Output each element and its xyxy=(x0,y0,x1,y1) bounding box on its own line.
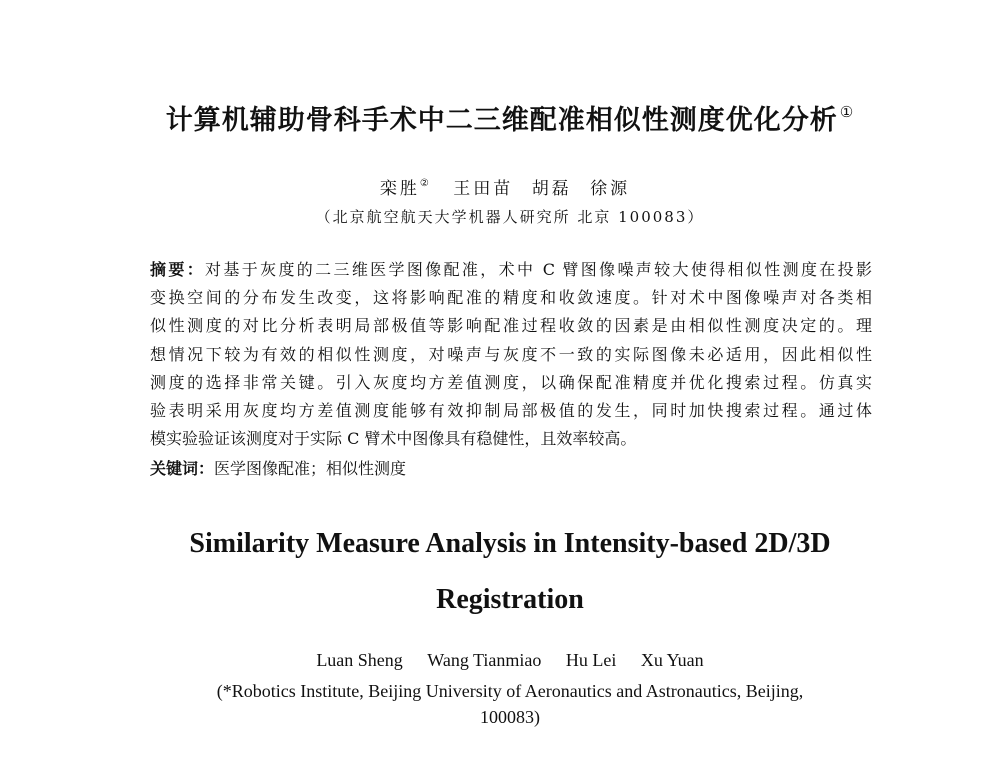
abstract-line: 摘要：对基于灰度的二三维医学图像配准，术中 C 臂图像噪声较大使得相似性测度在投影 xyxy=(150,260,872,279)
english-authors xyxy=(150,650,870,671)
english-author: Hu Lei xyxy=(565,650,617,670)
abstract-line: 模实验验证该测度对于实际 C 臂术中图像具有稳健性，且效率较高。 xyxy=(150,429,637,449)
english-title xyxy=(140,516,880,628)
chinese-title xyxy=(150,98,870,137)
chinese-abstract xyxy=(150,256,872,453)
chinese-authors xyxy=(150,174,870,199)
author-footnote-mark: ② xyxy=(419,178,429,189)
english-title-line: Similarity Measure Analysis in Intensity-based 2D/3D xyxy=(189,528,831,559)
chinese-author: 栾胜② xyxy=(379,178,429,199)
english-affiliation xyxy=(120,678,900,730)
abstract-line: 想情况下较为有效的相似性测度，对噪声与灰度不一致的实际图像未必适用，因此相似性 xyxy=(150,344,872,364)
english-affiliation-line: (*Robotics Institute, Beijing University of Aeronautics and Astronautics, Beijing, xyxy=(216,681,804,701)
english-author: Wang Tianmiao xyxy=(427,650,542,670)
chinese-author: 王田苗 xyxy=(453,179,514,199)
chinese-author: 徐源 xyxy=(590,179,631,199)
chinese-title-text: 计算机辅助骨科手术中二三维配准相似性测度优化分析 xyxy=(165,105,838,136)
abstract-line: 验表明采用灰度均方差值测度能够有效抑制局部极值的发生，同时加快搜索过程。通过体 xyxy=(150,401,872,421)
title-footnote-mark: ① xyxy=(839,103,855,121)
abstract-line: 变换空间的分布发生改变，这将影响配准的精度和收敛速度。针对术中图像噪声对各类相 xyxy=(150,288,872,308)
english-author: Luan Sheng xyxy=(316,650,403,670)
abstract-line: 测度的选择非常关键。引入灰度均方差值测度，以确保配准精度并优化搜索过程。仿真实 xyxy=(150,372,872,392)
english-title-line: Registration xyxy=(436,584,584,615)
chinese-affiliation: （北京航空航天大学机器人研究所 北京 100083） xyxy=(315,208,705,226)
keywords-text: 医学图像配准；相似性测度 xyxy=(214,459,407,478)
abstract-line: 似性测度的对比分析表明局部极值等影响配准过程收敛的因素是由相似性测度决定的。理 xyxy=(150,316,872,336)
english-affiliation-line: 100083) xyxy=(480,707,540,727)
abstract-label: 摘要： xyxy=(150,260,206,279)
chinese-keywords xyxy=(150,455,872,483)
chinese-author: 胡磊 xyxy=(531,179,572,199)
keywords-label: 关键词： xyxy=(150,459,215,478)
english-author: Xu Yuan xyxy=(640,650,704,670)
